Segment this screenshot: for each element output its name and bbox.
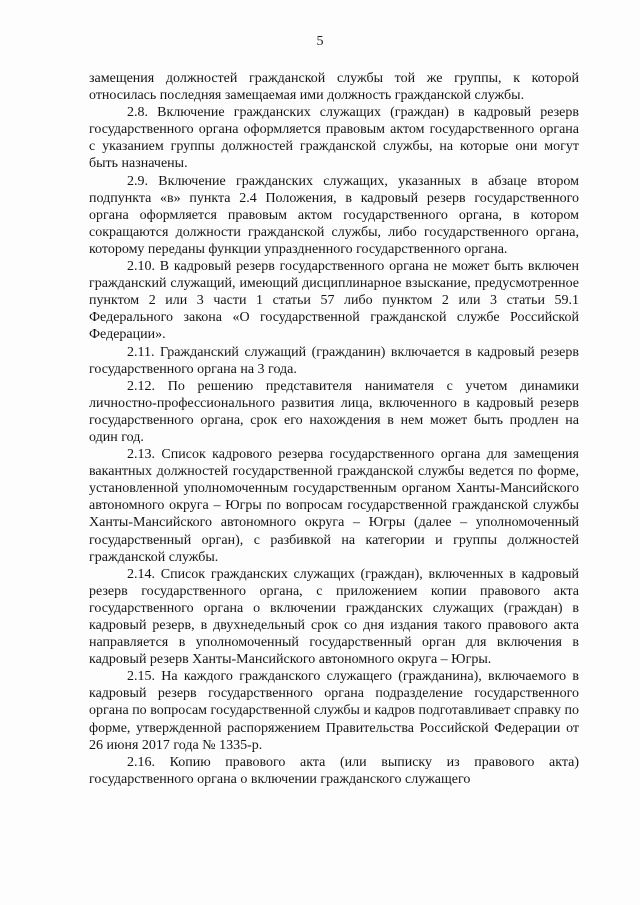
- document-body: [89, 70, 579, 788]
- paragraph-2-10: 2.10. В кадровый резерв государственного органа не может быть включен гражданский служащий, имеющий дисциплинарное взыскание, предусмотренное пунктом 2 или 3 части 1 статьи 57 либо пунктом 2 или 3 статьи 59.1 Федерального закона «О государственной гражданской службе Российской Федерации».: [89, 259, 579, 343]
- paragraph-continuation: замещения должностей гражданской службы той же группы, к которой относилась последняя замещаемая ими должность гражданской службы.: [89, 71, 579, 104]
- paragraph-2-13: 2.13. Список кадрового резерва государственного органа для замещения вакантных должностей государственной гражданской службы ведется по форме, установленной уполномоченным государственным органом Ханты-Мансийского автономного округа – Югры по вопросам государственной гражданской службы Ханты-Мансийского автономного округа – Югры (далее – уполномоченный государственный орган), с разбивкой на категории и группы должностей гражданской службы.: [89, 447, 579, 565]
- paragraph-2-9: 2.9. Включение гражданских служащих, указанных в абзаце втором подпункта «в» пункта 2.4 Положения, в кадровый резерв государственного органа оформляется правовым актом государственного органа, в котором сокращаются должности гражданской службы, либо государственного органа, которому переданы функции упраздненного государственного органа.: [89, 173, 579, 257]
- paragraph-2-16: 2.16. Копию правового акта (или выписку из правового акта) государственного органа о включении гражданского служащего: [89, 754, 579, 787]
- paragraph-2-11: 2.11. Гражданский служащий (гражданин) включается в кадровый резерв государственного органа на 3 года.: [89, 344, 579, 377]
- paragraph-2-14: 2.14. Список гражданских служащих (граждан), включенных в кадровый резерв государственного органа, с приложением копии правового акта государственного органа о включении гражданских служащих (граждан) в кадровый резерв, в двухнедельный срок со дня издания такого правового акта направляется в уполномоченный государственный орган для включения в кадровый резерв Ханты-Мансийского автономного округа – Югры.: [89, 566, 579, 668]
- page-number: 5: [316, 34, 324, 49]
- paragraph-2-8: 2.8. Включение гражданских служащих (граждан) в кадровый резерв государственного органа оформляется правовым актом государственного органа с указанием группы должностей гражданской службы, на которые они могут быть назначены.: [89, 105, 579, 172]
- paragraph-2-12: 2.12. По решению представителя нанимателя с учетом динамики личностно-профессионального развития лица, включенного в кадровый резерв государственного органа, срок его нахождения в нем может быть продлен на один год.: [89, 378, 579, 445]
- paragraph-2-15: 2.15. На каждого гражданского служащего (гражданина), включаемого в кадровый резерв государственного органа подразделение государственного органа по вопросам государственной службы и кадров подготавливает справку по форме, утвержденной распоряжением Правительства Российской Федерации от 26 июня 2017 года № 1335-р.: [89, 669, 579, 753]
